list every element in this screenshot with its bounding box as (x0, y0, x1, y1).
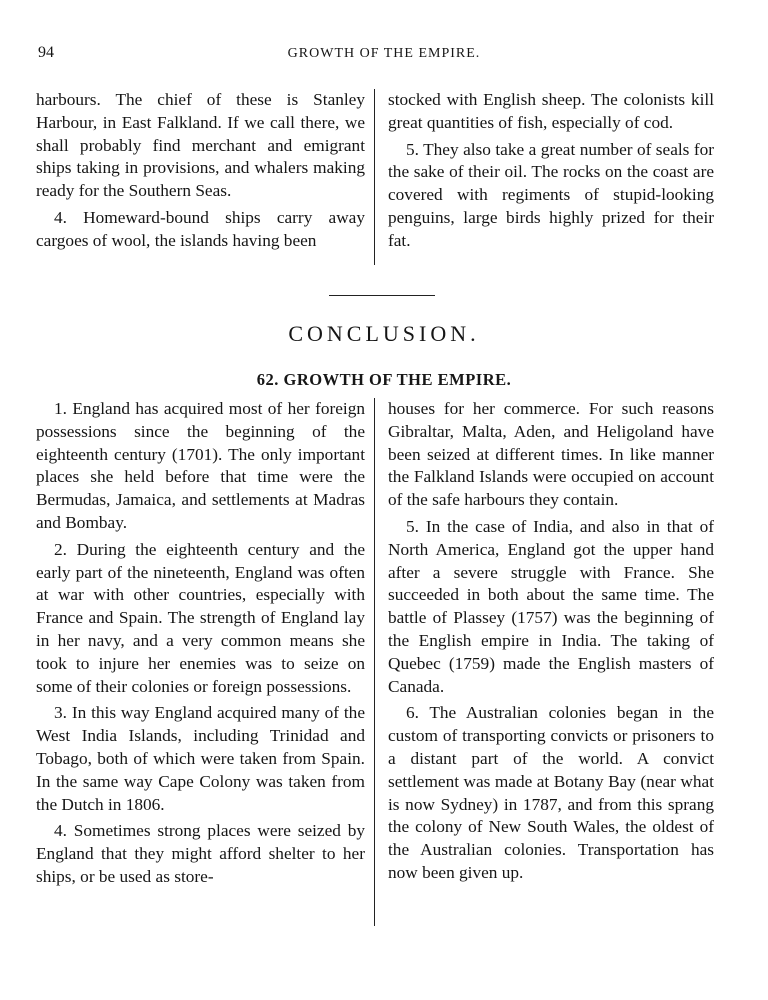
top-left-column (36, 89, 375, 265)
paragraph: 5. In the case of India, and also in that of North America, England got the upper hand after a severe struggle with France. She succeeded in both about the same time. The battle of Plassey (1757) was the beginning of the English empire in India. The taking of Quebec (1759) made the English masters of Canada. (388, 516, 714, 696)
bottom-right-column (375, 398, 714, 926)
subsection-heading: 62. GROWTH OF THE EMPIRE. (256, 370, 512, 389)
paragraph: 5. They also take a great number of seals for the sake of their oil. The rocks on the coast are covered with regiments of stupid-looking penguins, large birds highly prized for their fat. (388, 139, 714, 250)
top-right-column (375, 89, 714, 265)
paragraph: 6. The Australian colonies began in the custom of transporting convicts or prisoners to a distant part of the world. A convict settlement was made at Botany Bay (near what is now Sydney) in 1787, and from this sprang the colony of New South Wales, the oldest of the Australian colonies. Transportation has now been given up. (388, 703, 714, 882)
paragraph: 2. During the eighteenth century and the early part of the nineteenth, England was often at war with other countries, especially with France and Spain. The strength of England lay in her navy, and a very common means she took to injure her enemies was to seize on some of their colonies or foreign possessions. (36, 539, 365, 696)
section-divider (329, 295, 435, 296)
paragraph: houses for her commerce. For such reasons Gibraltar, Malta, Aden, and Heligoland have been seized at different times. In like manner the Falkland Islands were occupied on account of the safe harbours they contain. (388, 399, 714, 510)
paragraph: harbours. The chief of these is Stanley Harbour, in East Falkland. If we call there, we shall probably find merchant and emigrant ships taking in provisions, and whalers making ready for the Southern Seas. (36, 90, 365, 201)
paragraph: stocked with English sheep. The colonists kill great quantities of fish, especially of cod. (388, 90, 714, 132)
bottom-left-column (36, 398, 375, 926)
bottom-two-column-text (36, 398, 714, 926)
section-heading: CONCLUSION. (288, 321, 480, 346)
page-number: 94 (38, 44, 54, 61)
paragraph: 3. In this way England acquired many of the West India Islands, including Trinidad and Tobago, both of which were taken from Spain. In the same way Cape Colony was taken from the Dutch in 1806. (36, 703, 365, 814)
top-two-column-text (36, 89, 714, 265)
running-head: GROWTH OF THE EMPIRE. (287, 46, 481, 61)
paragraph: 1. England has acquired most of her foreign possessions since the beginning of the eighteenth century (1701). The only important places she held before that time were the Bermudas, Jamaica, and settlements at Madras and Bombay. (36, 399, 365, 532)
paragraph: 4. Homeward-bound ships carry away cargoes of wool, the islands having been (36, 207, 365, 250)
paragraph: 4. Sometimes strong places were seized by England that they might afford shelter to her ships, or be used as store- (36, 821, 365, 886)
